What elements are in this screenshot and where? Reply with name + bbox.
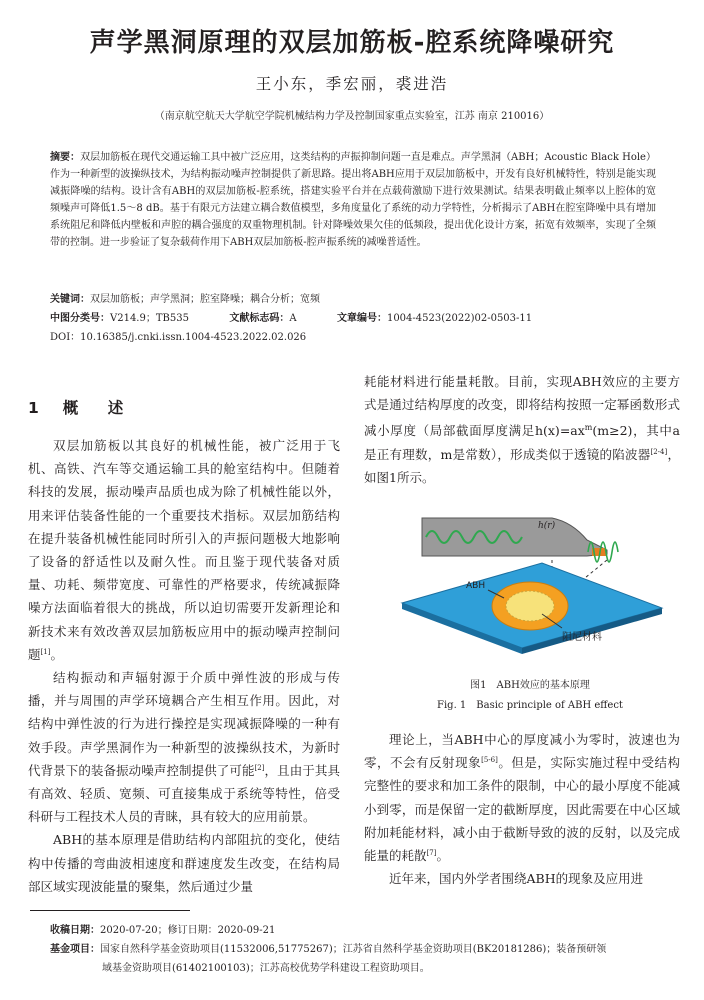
paragraph: 近年来，国内外学者围绕ABH的现象及应用进 — [389, 871, 644, 887]
figure-caption-en: Fig. 1 Basic principle of ABH effect — [437, 700, 623, 711]
keywords — [50, 292, 670, 308]
damping-region — [506, 591, 554, 621]
paragraph: ABH的基本原理是借助结构内部阻抗的变化，使结构中传播的弯曲波相速度和群速度发生改变，在结构局部区域实现波能量的聚集，然后通过少量 — [28, 832, 340, 894]
affiliation: （南京航空航天大学航空学院机械结构力学及控制国家重点实验室，江苏 南京 210016） — [154, 111, 550, 122]
article-number-value: 1004-4523(2022)02-0503-11 — [386, 313, 533, 324]
paragraph-text: 双层加筋板以其良好的机械性能，被广泛用于飞机、高铁、汽车等交通运输工具的舱室结构中。但随着科技的发展，振动噪声品质也成为除了机械性能以外，用来评估装备性能的一个重要技术指标。双层加筋结构在提升装备机械性能同时所引入的声振问题极大地影响了设备的舒适性以及耐久性。而且鉴于现代装备对质量、功耗、频带宽度、可靠性的严格要求，传统减振降噪方法面临着很大的挑战，所以迫切需要开发新理论和新技术来有效改善双层加筋板应用中的振动噪声控制问题 — [28, 438, 340, 662]
doc-code-label: 文献标志码： — [229, 313, 290, 324]
keywords-label: 关键词： — [50, 294, 90, 305]
funding-label: 基金项目： — [50, 944, 100, 955]
paper-title: 声学黑洞原理的双层加筋板-腔系统降噪研究 — [89, 28, 615, 58]
paragraph — [364, 728, 680, 867]
citation: [7] — [426, 848, 437, 857]
citation: [1] — [40, 647, 51, 656]
citation: [2] — [254, 763, 265, 772]
paragraph-text: 。 — [436, 848, 449, 864]
section-title: 概 述 — [62, 399, 136, 417]
paragraph-text: 。 — [50, 646, 63, 662]
figure-caption-cn: 图1 ABH效应的基本原理 — [470, 680, 590, 691]
doi: DOI：10.16385/j.cnki.issn.1004-4523.2022.02.026 — [50, 332, 307, 343]
citation: [5-6] — [481, 756, 498, 765]
clc-label: 中图分类号： — [50, 313, 110, 324]
paragraph-text: 理论上，当ABH中心的厚度减小为零时，波速也为零，不会有反射现象 — [364, 732, 680, 771]
paragraph — [28, 434, 340, 666]
clc-value: V214.9；TB535 — [110, 313, 189, 324]
paragraph-text: 结构振动和声辐射源于介质中弹性波的形成与传播，并与周围的声学环境耦合产生相互作用。因此，对结构中弹性波的行为进行操控是实现减振降噪的一种有效手段。声学黑洞作为一种新型的波操纵技术，为新时代背景下的装备振动噪声控制提供了可能 — [28, 670, 340, 778]
funding-line1: 国家自然科学基金资助项目(11532006,51775267)；江苏省自然科学基金资助项目(BK20181286)；装备预研领 — [100, 944, 607, 955]
figure-abh-diagram — [392, 488, 672, 673]
right-column-top — [364, 370, 680, 489]
funding-continued: 域基金资助项目(61402100103)；江苏高校优势学科建设工程资助项目。 — [102, 963, 430, 974]
funding — [50, 941, 690, 958]
abstract-text: 双层加筋板在现代交通运输工具中被广泛应用，这类结构的声振抑制问题一直是难点。声学黑洞（ABH；Acoustic Black Hole）作为一种新型的波操纵技术，为结构振动噪声控制提供了新思路。提出将ABH应用于双层加筋板中，开发有良好机械特性，特别是能实现减振降噪的结构。设计含有ABH的双层加筋板-腔系统，搭建实验平台并在点载荷激励下进行效果测试。结果表明截止频率以上腔体的宽频噪声可降低1.5～8 dB。基于有限元方法建立耦合数值模型，多角度量化了系统的动力学特性，分析揭示了ABH在腔室降噪中具有增加系统阻尼和降低内壁板和声腔的耦合强度的双重物理机制。针对降噪效果欠佳的低频段，提出优化设计方案，拓宽有效频率，实现了全频带的控制。进一步验证了复杂载荷作用下ABH双层加筋板-腔声振系统的减噪普适性。 — [50, 152, 656, 248]
dates-label: 收稿日期： — [50, 925, 100, 936]
right-column-bottom — [364, 728, 680, 890]
abstract-label: 摘要： — [50, 152, 81, 163]
paragraph-text: 。但是，实际实施过程中受结构完整性的要求和加工条件的限制，中心的最小厚度不能减小到零，而是保留一定的截断厚度，因此需要在中心区域附加耗能材料，减小由于截断导致的波的反射，以及完成能量的耗散 — [364, 755, 680, 864]
paragraph — [28, 666, 340, 828]
keywords-text: 双层加筋板；声学黑洞；腔室降噪；耦合分析；宽频 — [90, 294, 320, 305]
paragraph-text: (m≥2)，其中a是正有理数，m是常数），形成类似于透镜的陷波器 — [364, 423, 680, 462]
article-number-label: 文章编号： — [336, 313, 387, 324]
exponent: m — [584, 423, 593, 433]
citation: [2-4] — [650, 447, 668, 456]
footnote-rule — [30, 910, 190, 911]
label-damping: 阻尼材料 — [562, 632, 602, 643]
left-column — [28, 434, 340, 898]
authors: 王小东，季宏丽，裘进浩 — [255, 75, 449, 93]
abstract — [50, 149, 656, 251]
paragraph-text: ，如图1所示。 — [364, 446, 680, 485]
section-heading — [28, 396, 135, 418]
section-number: 1 — [28, 399, 51, 417]
paragraph-text: 耗能材料进行能量耗散。目前，实现ABH效应的主要方式是通过结构厚度的改变，即将结构按照一定幂函数形式减小厚度（局部截面厚度满足h(x)=ax — [364, 374, 680, 439]
label-plate: 弹性板 — [414, 640, 444, 651]
paragraph — [364, 370, 680, 489]
label-hr: h(r) — [538, 521, 556, 531]
doc-code-value: A — [289, 313, 297, 324]
dates-text: 2020-07-20；修订日期：2020-09-21 — [100, 925, 276, 936]
label-abh: ABH — [466, 581, 486, 591]
paragraph-text: ，且由于其具有高效、轻质、宽频、可直接集成于系统等特性，倍受科研与工程技术人员的青睐，具有较大的应用前景。 — [28, 762, 340, 825]
received-dates — [50, 922, 690, 939]
classification-line — [50, 311, 670, 327]
